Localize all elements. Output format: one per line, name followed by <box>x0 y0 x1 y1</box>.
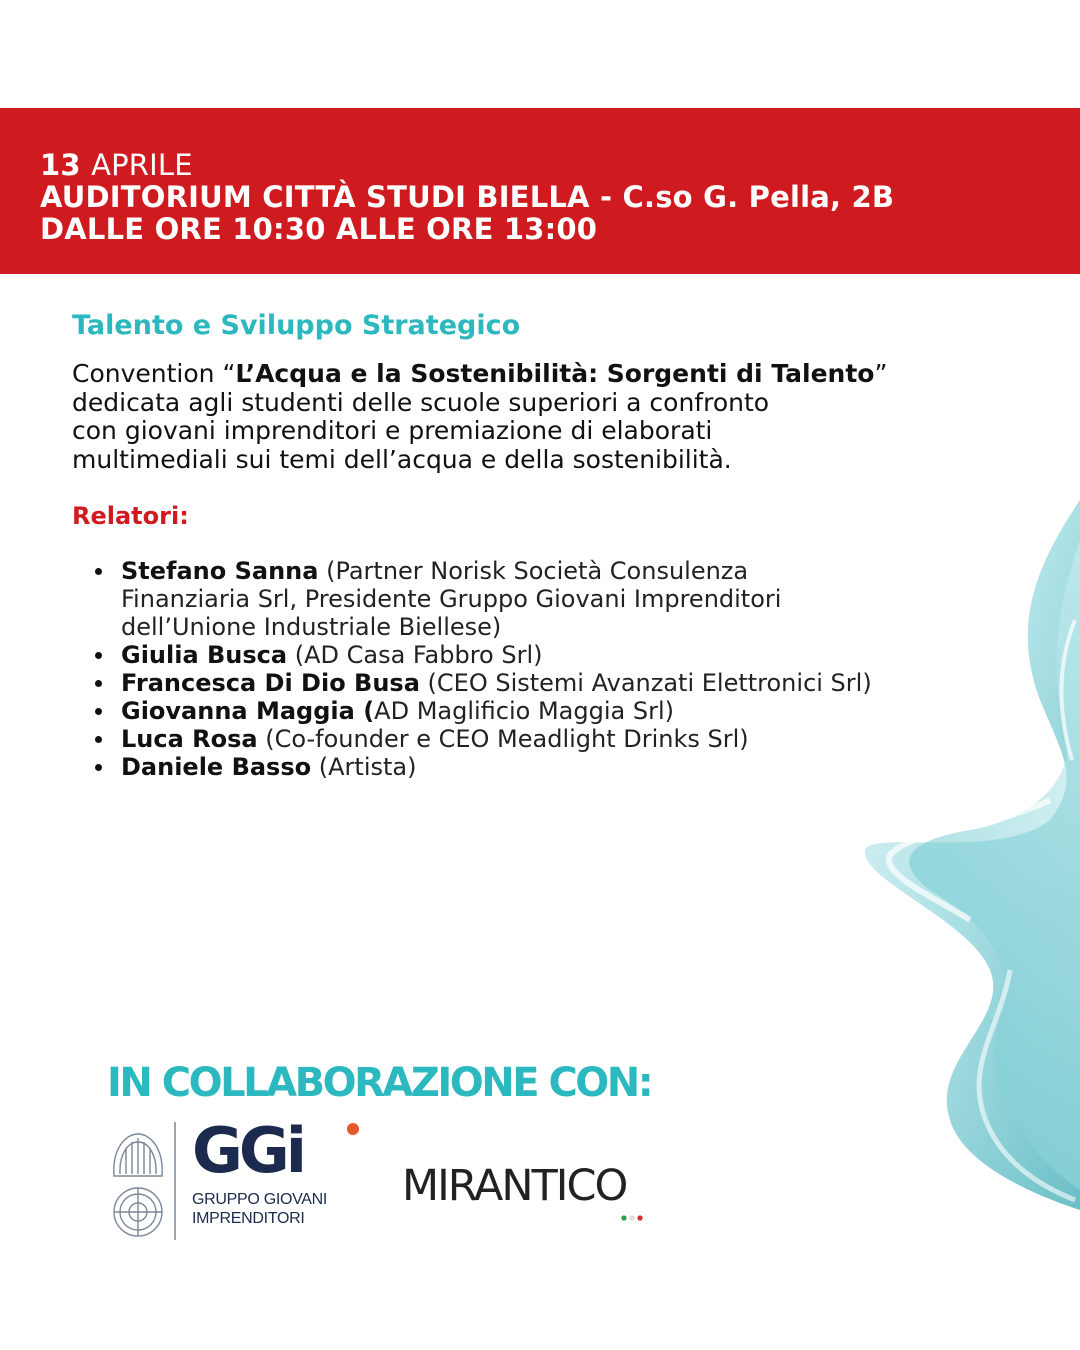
list-item: Giovanna Maggia (AD Maglificio Maggia Srl) <box>92 697 1032 725</box>
list-item: Stefano Sanna (Partner Norisk Società Consulenza Finanziaria Srl, Presidente Gruppo Giovani Imprenditori dell’Unione Industriale Biellese) <box>92 557 1032 641</box>
list-item: Giulia Busca (AD Casa Fabbro Srl) <box>92 641 1032 669</box>
flag-dot-red-icon <box>637 1215 642 1220</box>
list-item: Daniele Basso (Artista) <box>92 753 1032 781</box>
list-item: Luca Rosa (Co-founder e CEO Meadlight Drinks Srl) <box>92 725 1032 753</box>
flag-dot-green-icon <box>621 1215 626 1220</box>
speakers-heading: Relatori: <box>72 502 189 530</box>
convention-title: L’Acqua e la Sostenibilità: Sorgenti di Talento <box>235 359 875 388</box>
ggi-dot-icon <box>347 1123 359 1135</box>
event-time: DALLE ORE 10:30 ALLE ORE 13:00 <box>40 212 598 246</box>
logo-divider <box>174 1122 176 1240</box>
description-line-3: con giovani imprenditori e premiazione di elaborati <box>72 416 713 445</box>
event-description <box>72 360 1032 474</box>
mirantico-logo <box>402 1152 662 1222</box>
ggi-wordmark: GRUPPO GIOVANI IMPRENDITORI <box>192 1191 328 1227</box>
header-banner <box>0 108 1080 274</box>
description-line-1: Convention “L’Acqua e la Sostenibilità: Sorgenti di Talento” <box>72 359 888 388</box>
partner-logos <box>108 1122 668 1242</box>
ggi-mark: GGi <box>192 1122 304 1187</box>
collaboration-heading: IN COLLABORAZIONE CON: <box>107 1060 652 1106</box>
event-venue: AUDITORIUM CITTÀ STUDI BIELLA - C.so G. Pella, 2B <box>40 180 895 214</box>
confindustria-emblem-icon <box>108 1128 168 1240</box>
list-item: Francesca Di Dio Busa (CEO Sistemi Avanzati Elettronici Srl) <box>92 669 1032 697</box>
mirantico-wordmark: MIRANTICO <box>402 1161 627 1211</box>
flag-dot-white-icon <box>629 1215 634 1220</box>
water-splash-image <box>850 500 1080 1220</box>
event-date: 13 APRILE <box>40 148 193 182</box>
section-title: Talento e Sviluppo Strategico <box>72 310 521 341</box>
description-line-4: multimediali sui temi dell’acqua e della sostenibilità. <box>72 444 732 474</box>
description-line-2: dedicata agli studenti delle scuole superiori a confronto <box>72 387 770 417</box>
